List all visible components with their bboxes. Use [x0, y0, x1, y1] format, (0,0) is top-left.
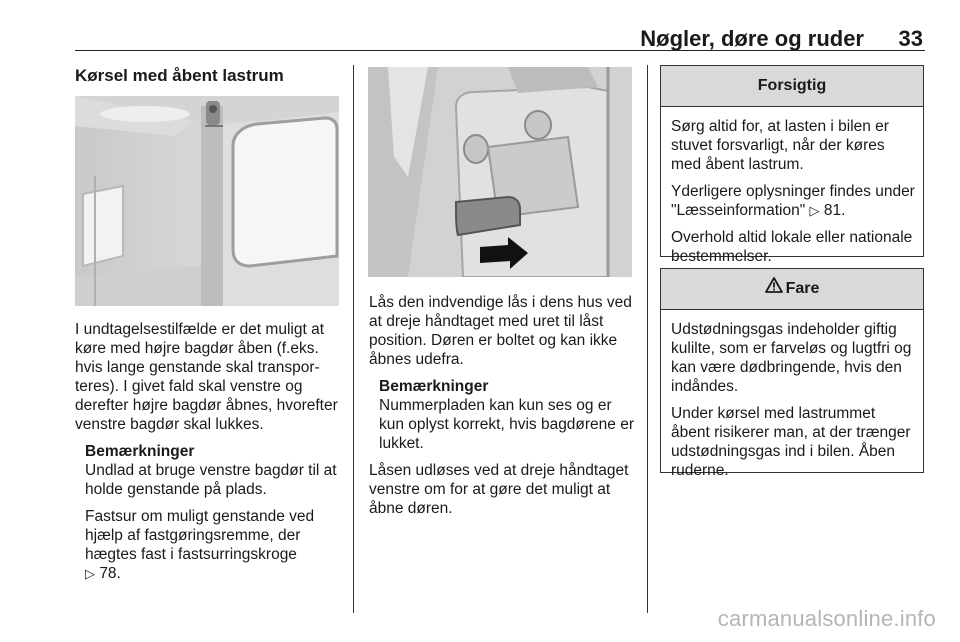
- danger-text-1: Udstødningsgas indeholder giftig kulilte, som er farveløs og lugtfri og kan være dødbringende, hvis den indåndes.: [671, 321, 912, 395]
- unlock-paragraph: Låsen udløses ved at dreje håndtaget venstre om for at gøre det muligt at åbne døren.: [369, 462, 629, 517]
- page-ref-78[interactable]: 78.: [99, 565, 121, 582]
- caution-heading: Forsigtig: [661, 66, 923, 107]
- danger-box: [660, 268, 924, 479]
- page-ref-81[interactable]: 81.: [823, 202, 846, 219]
- note-heading-middle: Bemærkninger: [379, 378, 489, 395]
- lock-paragraph: Lås den indvendige lås i dens hus ved at dreje håndtaget med uret til låst position. Døren er boltet og kan ikke åbnes udefra.: [369, 294, 632, 368]
- note-text-middle: Nummerpladen kan kun ses og er kun oplyst korrekt, hvis bagdørene er lukket.: [379, 397, 635, 452]
- note-text-2: [85, 507, 350, 583]
- page-header-title: Nøgler, døre og ruder: [640, 26, 864, 51]
- page-ref-arrow-icon: ▷: [809, 203, 820, 218]
- warning-triangle-icon: [765, 269, 783, 309]
- intro-paragraph: I undtagelsestilfælde er det muligt at køre med højre bagdør åben (f.eks. hvis lange genstande skal transporteres). I givet fald skal venstre og derefter højre bagdør åbnes, hvorefter venstre bagdør skal lukkes.: [75, 321, 338, 433]
- danger-heading-bar: [661, 269, 923, 310]
- note-text-1: Undlad at bruge venstre bagdør til at holde genstande på plads.: [85, 462, 337, 498]
- note-heading: Bemærkninger: [85, 443, 195, 460]
- caution-text-2-body: Yderligere oplysninger findes under "Læsseinformation": [671, 183, 915, 219]
- watermark: carmanualsonline.info: [717, 606, 936, 631]
- middle-column-text: [369, 293, 635, 526]
- page-ref-arrow-icon: ▷: [85, 566, 95, 581]
- door-lock-illustration: [368, 67, 632, 277]
- caution-text-1: Sørg altid for, at lasten i bilen er stuvet forsvarligt, når der køres med åbent lastrum.: [671, 118, 889, 173]
- section-title: Kørsel med åbent lastrum: [75, 66, 284, 85]
- column-divider-right: [647, 65, 648, 613]
- header-rule: [75, 50, 925, 51]
- caution-text-2: [671, 182, 915, 220]
- danger-text-2: Under kørsel med lastrummet åbent risikerer man, at der trænger udstødningsgas ind i bilen. Åben ruderne.: [671, 405, 911, 479]
- cargo-door-open-illustration: [75, 96, 339, 306]
- left-column-text: [75, 320, 350, 583]
- page-number: 33: [898, 26, 923, 51]
- note-text-2-body: Fastsur om muligt genstande ved hjælp af fastgøringsremme, der hægtes fast i fastsurringskroge: [85, 508, 315, 563]
- caution-box: [660, 65, 924, 265]
- caution-text-3: Overhold altid lokale eller nationale bestemmelser.: [671, 229, 913, 265]
- column-divider-left: [353, 65, 354, 613]
- danger-heading: Fare: [785, 280, 820, 297]
